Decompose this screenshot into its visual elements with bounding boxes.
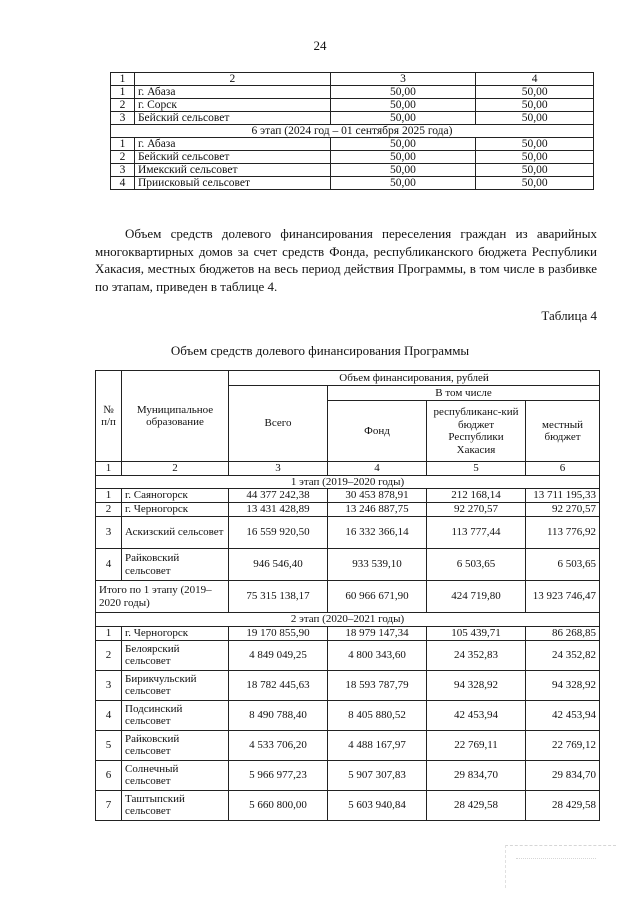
table-cell: 50,00 (330, 99, 476, 112)
table-cell: 2 (111, 151, 135, 164)
municipality-name: Таштыпский сельсовет (122, 790, 229, 820)
stage-row (96, 475, 600, 489)
table-row (111, 86, 594, 99)
republic-value: 42 453,94 (427, 700, 526, 730)
table-row (96, 503, 600, 517)
total-value: 8 490 788,40 (229, 700, 328, 730)
total-value: 16 559 920,50 (229, 517, 328, 549)
table-cell: Бейский сельсовет (134, 112, 330, 125)
table-row (96, 517, 600, 549)
table-cell: 3 (111, 112, 135, 125)
total-value: 19 170 855,90 (229, 626, 328, 640)
republic-value: 6 503,65 (427, 549, 526, 581)
row-number: 6 (96, 760, 122, 790)
row-number: 3 (96, 517, 122, 549)
municipality-name: г. Черногорск (122, 503, 229, 517)
table-cell: 2 (111, 99, 135, 112)
row-number: 1 (96, 626, 122, 640)
table-cell: 50,00 (476, 112, 594, 125)
republic-value: 212 168,14 (427, 489, 526, 503)
table-row (96, 489, 600, 503)
row-number: 1 (96, 489, 122, 503)
column-index: 4 (328, 462, 427, 476)
local-value: 92 270,57 (526, 503, 600, 517)
header-volume: Объем финансирования, рублей (229, 371, 600, 386)
column-index: 6 (526, 462, 600, 476)
table-row (111, 164, 594, 177)
table-cell: 50,00 (476, 164, 594, 177)
stamp-mark (505, 845, 616, 888)
municipality-name: г. Саяногорск (122, 489, 229, 503)
paragraph-text: Объем средств долевого финансирования переселения граждан из аварийных многоквартирных домов за счет средств Фонда, республиканского бюджета Республики Хакасия, местных бюджетов на весь период действия Программы, в том числе в разбивке по этапам, приведен в таблице 4. (95, 226, 597, 294)
table-cell: Бейский сельсовет (134, 151, 330, 164)
table-row (111, 138, 594, 151)
fund-value: 8 405 880,52 (328, 700, 427, 730)
fund-value: 18 593 787,79 (328, 670, 427, 700)
table-row (111, 177, 594, 190)
stage-heading: 2 этап (2020–2021 годы) (96, 613, 600, 627)
row-number: 3 (96, 670, 122, 700)
fund-value: 5 603 940,84 (328, 790, 427, 820)
local-value: 13 923 746,47 (526, 581, 600, 613)
column-index: 5 (427, 462, 526, 476)
fund-value: 16 332 366,14 (328, 517, 427, 549)
fund-value: 30 453 878,91 (328, 489, 427, 503)
table-cell: 1 (111, 86, 135, 99)
table-cell: 50,00 (330, 138, 476, 151)
republic-value: 28 429,58 (427, 790, 526, 820)
municipality-name: Райковский сельсовет (122, 549, 229, 581)
republic-value: 29 834,70 (427, 760, 526, 790)
local-value: 42 453,94 (526, 700, 600, 730)
fund-value: 18 979 147,34 (328, 626, 427, 640)
local-value: 28 429,58 (526, 790, 600, 820)
fund-value: 4 800 343,60 (328, 640, 427, 670)
table-cell: г. Абаза (134, 86, 330, 99)
total-value: 75 315 138,17 (229, 581, 328, 613)
row-number: 5 (96, 730, 122, 760)
row-number: 4 (96, 700, 122, 730)
row-number: 4 (96, 549, 122, 581)
stage-row (96, 613, 600, 627)
table-row (111, 99, 594, 112)
municipality-name: Аскизский сельсовет (122, 517, 229, 549)
table-cell: Имекский сельсовет (134, 164, 330, 177)
row-number: 2 (96, 503, 122, 517)
table-row (96, 670, 600, 700)
total-value: 4 849 049,25 (229, 640, 328, 670)
stage-heading: 1 этап (2019–2020 годы) (96, 475, 600, 489)
page-number: 24 (313, 38, 327, 53)
continued-table (110, 72, 594, 190)
local-value: 22 769,12 (526, 730, 600, 760)
fund-value: 4 488 167,97 (328, 730, 427, 760)
municipality-name: Подсинский сельсовет (122, 700, 229, 730)
table-cell: г. Абаза (134, 138, 330, 151)
column-index: 3 (229, 462, 328, 476)
republic-value: 94 328,92 (427, 670, 526, 700)
total-value: 4 533 706,20 (229, 730, 328, 760)
table-cell: 3 (111, 164, 135, 177)
table-row (111, 73, 594, 86)
table-cell: 50,00 (330, 177, 476, 190)
republic-value: 92 270,57 (427, 503, 526, 517)
header-including: В том числе (328, 386, 600, 401)
summary-label: Итого по 1 этапу (2019–2020 годы) (96, 581, 229, 613)
table-cell: 50,00 (476, 177, 594, 190)
table-cell: 1 (111, 138, 135, 151)
header-cell: 4 (476, 73, 594, 86)
header-cell: 3 (330, 73, 476, 86)
municipality-name: Райковский сельсовет (122, 730, 229, 760)
header-cell: 1 (111, 73, 135, 86)
republic-value: 105 439,71 (427, 626, 526, 640)
column-index: 2 (122, 462, 229, 476)
local-value: 13 711 195,33 (526, 489, 600, 503)
table-cell: 50,00 (330, 112, 476, 125)
column-index: 1 (96, 462, 122, 476)
table-cell: 50,00 (476, 99, 594, 112)
table-cell: 50,00 (476, 138, 594, 151)
table-row (96, 549, 600, 581)
total-value: 13 431 428,89 (229, 503, 328, 517)
row-number: 2 (96, 640, 122, 670)
local-value: 29 834,70 (526, 760, 600, 790)
table-label: Таблица 4 (541, 308, 597, 323)
fund-value: 60 966 671,90 (328, 581, 427, 613)
municipality-name: Белоярский сельсовет (122, 640, 229, 670)
summary-row (96, 581, 600, 613)
table-cell: 4 (111, 177, 135, 190)
stage-heading: 6 этап (2024 год – 01 сентября 2025 года) (111, 125, 594, 138)
header-total: Всего (229, 386, 328, 462)
local-value: 24 352,82 (526, 640, 600, 670)
republic-value: 424 719,80 (427, 581, 526, 613)
financing-table (95, 370, 600, 821)
total-value: 18 782 445,63 (229, 670, 328, 700)
total-value: 44 377 242,38 (229, 489, 328, 503)
header-local-budget: местный бюджет (526, 401, 600, 462)
local-value: 6 503,65 (526, 549, 600, 581)
table-row (111, 112, 594, 125)
total-value: 5 660 800,00 (229, 790, 328, 820)
total-value: 946 546,40 (229, 549, 328, 581)
table-cell: г. Сорск (134, 99, 330, 112)
table-row (96, 730, 600, 760)
body-paragraph (95, 225, 597, 295)
table-cell: 50,00 (330, 151, 476, 164)
table-row (96, 626, 600, 640)
fund-value: 5 907 307,83 (328, 760, 427, 790)
municipality-name: г. Черногорск (122, 626, 229, 640)
total-value: 5 966 977,23 (229, 760, 328, 790)
table-cell: 50,00 (330, 164, 476, 177)
stage-row (111, 125, 594, 138)
table-cell: 50,00 (476, 151, 594, 164)
fund-value: 933 539,10 (328, 549, 427, 581)
table-row (96, 640, 600, 670)
local-value: 86 268,85 (526, 626, 600, 640)
republic-value: 24 352,83 (427, 640, 526, 670)
republic-value: 22 769,11 (427, 730, 526, 760)
table-row (96, 760, 600, 790)
local-value: 113 776,92 (526, 517, 600, 549)
municipality-name: Бирикчульский сельсовет (122, 670, 229, 700)
republic-value: 113 777,44 (427, 517, 526, 549)
table-cell: 50,00 (330, 86, 476, 99)
table-row (96, 790, 600, 820)
header-republic-budget: республиканс-кий бюджет Республики Хакасия (427, 401, 526, 462)
table-row (96, 700, 600, 730)
municipality-name: Солнечный сельсовет (122, 760, 229, 790)
header-fund: Фонд (328, 401, 427, 462)
table-cell: 50,00 (476, 86, 594, 99)
row-number: 7 (96, 790, 122, 820)
header-number: № п/п (96, 371, 122, 462)
local-value: 94 328,92 (526, 670, 600, 700)
table-cell: Приисковый сельсовет (134, 177, 330, 190)
header-municipality: Муниципальное образование (122, 371, 229, 462)
table-title: Объем средств долевого финансирования Программы (170, 343, 470, 358)
header-cell: 2 (134, 73, 330, 86)
fund-value: 13 246 887,75 (328, 503, 427, 517)
table-row (111, 151, 594, 164)
